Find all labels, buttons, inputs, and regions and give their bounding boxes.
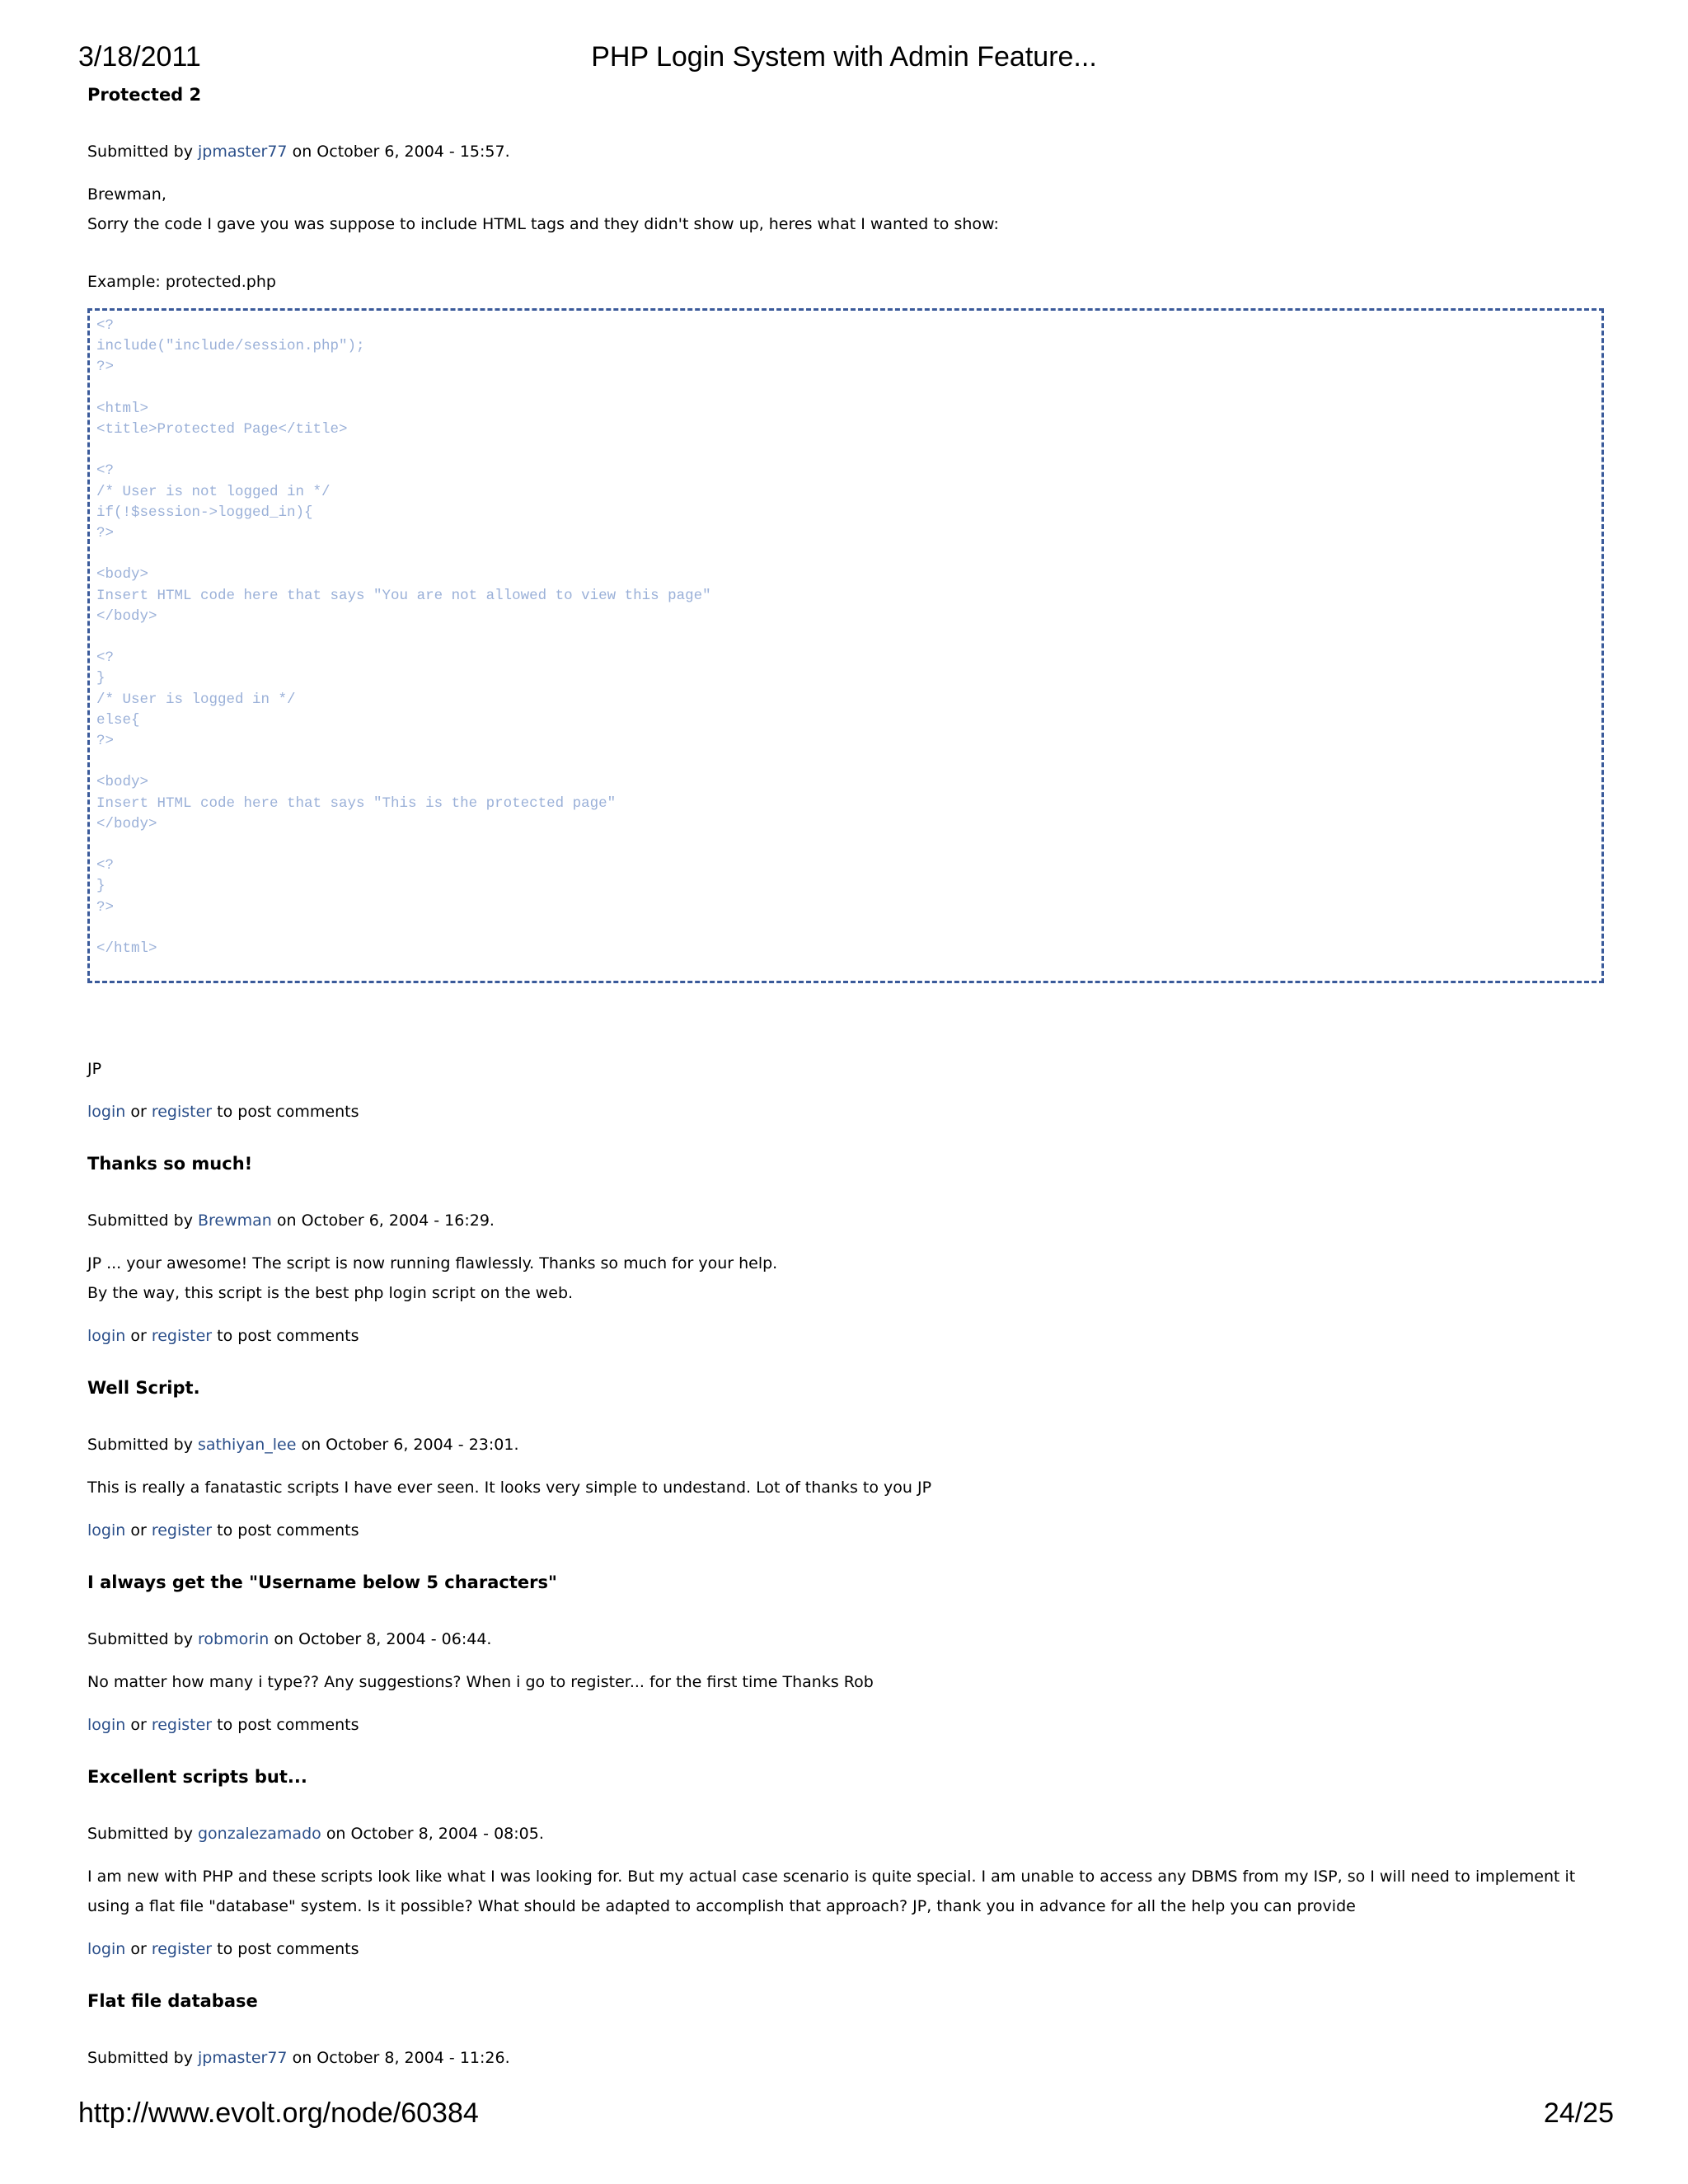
post-comments-label: to post comments [217,1716,359,1735]
comment-meta [87,2043,1612,2073]
code-line: <body> [96,566,149,583]
comment [87,82,1612,1127]
on-label: on [274,1630,294,1649]
or-label: or [130,1103,147,1122]
code-line [96,544,1595,565]
code-line: Insert HTML code here that says "This is the protected page" [96,794,617,812]
or-label: or [130,1716,147,1735]
comment-body-line: I am new with PHP and these scripts look like what I was looking for. But my actual case scenario is quite special. I am unable to access any DBMS from my ISP, so I will need to implement it [87,1868,1576,1886]
comment-signature: JP [87,1060,102,1079]
or-label: or [130,1940,147,1959]
login-link[interactable]: login [87,1716,126,1735]
submitted-by-label: Submitted by [87,1436,193,1455]
print-title: PHP Login System with Admin Feature... [591,41,1097,73]
code-line: <? [96,857,115,874]
code-line: <? [96,649,115,667]
author-link[interactable]: robmorin [198,1630,270,1649]
comment-body-line: Brewman, [87,185,166,204]
submitted-by-label: Submitted by [87,1212,193,1230]
author-link[interactable]: jpmaster77 [198,143,288,161]
code-line [96,378,1595,399]
login-link[interactable]: login [87,1103,126,1122]
comment-title: Excellent scripts but... [87,1767,307,1788]
code-line: } [96,670,106,687]
comment-date: October 6, 2004 - 23:01. [326,1436,519,1455]
code-line: ?> [96,359,115,376]
register-link[interactable]: register [151,1103,213,1122]
on-label: on [326,1825,346,1844]
print-date: 3/18/2011 [78,41,201,73]
code-line: <? [96,462,115,480]
page-number: 24/25 [1543,2097,1614,2129]
on-label: on [292,143,312,161]
or-label: or [130,1521,147,1540]
comments-list [87,82,1612,2086]
on-label: on [276,1212,297,1230]
login-link[interactable]: login [87,1521,126,1540]
code-line: <title>Protected Page</title> [96,421,348,438]
code-line: <body> [96,774,149,791]
code-line: <html> [96,400,149,417]
code-line: else{ [96,711,140,729]
register-link[interactable]: register [151,1327,213,1346]
comment-title: I always get the "Username below 5 characters" [87,1572,557,1593]
code-line: ?> [96,898,115,916]
code-line: <? [96,317,115,334]
comment-date: October 6, 2004 - 15:57. [316,143,510,161]
submitted-by-label: Submitted by [87,143,193,161]
code-line: /* User is logged in */ [96,691,296,708]
code-line: } [96,878,106,895]
comment-date: October 8, 2004 - 11:26. [316,2049,510,2068]
code-line: </body> [96,607,157,625]
code-line [96,440,1595,461]
author-link[interactable]: sathiyan_lee [198,1436,297,1455]
register-link[interactable]: register [151,1521,213,1540]
comment [87,1151,1612,1351]
on-label: on [292,2049,312,2068]
post-comments-label: to post comments [217,1103,359,1122]
register-link[interactable]: register [151,1716,213,1735]
comment-body-line: By the way, this script is the best php login script on the web. [87,1284,574,1303]
comment-links [87,1516,1612,1545]
or-label: or [130,1327,147,1346]
comment-meta [87,137,1612,166]
author-link[interactable]: Brewman [198,1212,272,1230]
comment-meta [87,1819,1612,1849]
login-link[interactable]: login [87,1940,126,1959]
code-line: if(!$session->logged_in){ [96,504,313,521]
code-line [96,835,1595,855]
submitted-by-label: Submitted by [87,1825,193,1844]
comment-body-line: Sorry the code I gave you was suppose to include HTML tags and they didn't show up, heres what I wanted to show: [87,215,999,233]
submitted-by-label: Submitted by [87,2049,193,2068]
comment-title: Thanks so much! [87,1154,253,1174]
code-line: </html> [96,940,157,957]
code-line [96,918,1595,939]
code-line: </body> [96,815,157,832]
author-link[interactable]: jpmaster77 [198,2049,288,2068]
code-line: ?> [96,525,115,541]
comment [87,1989,1612,2073]
comment-meta [87,1430,1612,1460]
login-link[interactable]: login [87,1327,126,1346]
comment-title: Protected 2 [87,85,202,105]
post-comments-label: to post comments [217,1521,359,1540]
comment-date: October 8, 2004 - 06:44. [298,1630,492,1649]
register-link[interactable]: register [151,1940,213,1959]
comment-date: October 8, 2004 - 08:05. [350,1825,544,1844]
comment-body-line: JP ... your awesome! The script is now running flawlessly. Thanks so much for your help. [87,1254,778,1273]
comment-title: Well Script. [87,1378,200,1399]
comment [87,1570,1612,1740]
post-comments-label: to post comments [217,1327,359,1346]
code-line: Insert HTML code here that says "You are not allowed to view this page" [96,587,711,604]
comment-links [87,1934,1612,1964]
comment-body-line: This is really a fanatastic scripts I have ever seen. It looks very simple to undestand. Lot of thanks to you JP [87,1479,932,1497]
comment-links [87,1710,1612,1740]
comment [87,1765,1612,1964]
code-line [96,627,1595,648]
comment-title: Flat file database [87,1991,258,2012]
comment-meta [87,1624,1612,1654]
code-line: include("include/session.php"); [96,338,365,355]
comment-body-line: No matter how many i type?? Any suggestions? When i go to register... for the first time Thanks Rob [87,1673,874,1692]
comment-links [87,1097,1612,1127]
post-comments-label: to post comments [217,1940,359,1959]
comment-date: October 6, 2004 - 16:29. [301,1212,495,1230]
example-label: Example: protected.php [87,273,276,291]
code-line [96,752,1595,772]
comment-body-line: using a flat file "database" system. Is it possible? What should be adapted to accomplish that approach? JP, thank you in advance for all the help you can provide [87,1897,1356,1916]
print-url: http://www.evolt.org/node/60384 [78,2097,479,2129]
code-block [87,308,1604,983]
comment-links [87,1321,1612,1351]
code-line: /* User is not logged in */ [96,483,331,500]
comment [87,1376,1612,1545]
on-label: on [301,1436,321,1455]
code-line: ?> [96,733,115,749]
submitted-by-label: Submitted by [87,1630,193,1649]
comment-meta [87,1206,1612,1235]
author-link[interactable]: gonzalezamado [198,1825,321,1844]
